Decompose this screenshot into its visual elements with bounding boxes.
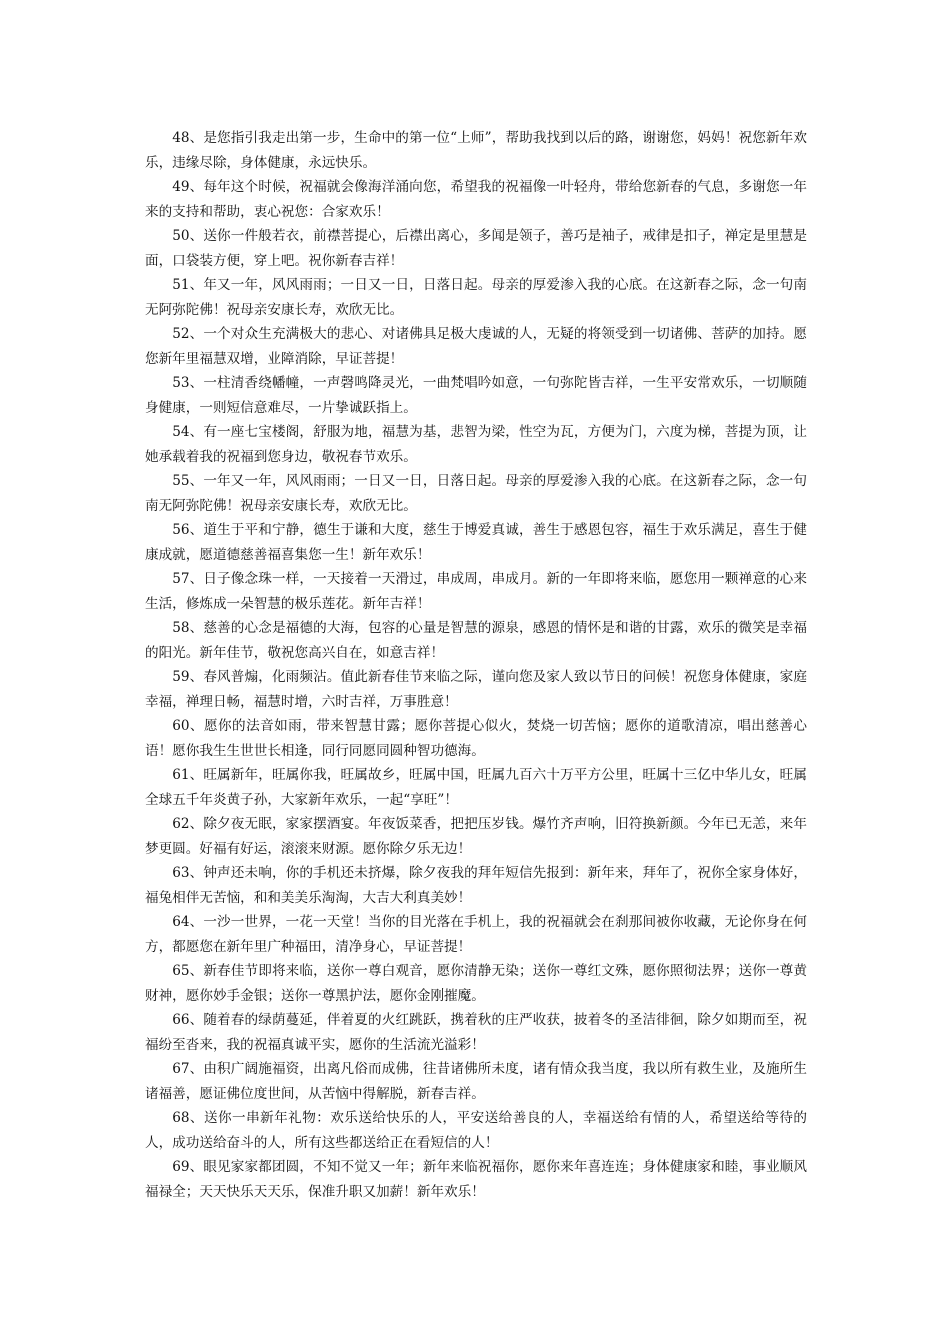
- document-body: [145, 126, 807, 1204]
- paragraph-55: 55、一年又一年，风风雨雨；一日又一日，日落日起。母亲的厚爱渗入我的心底。在这新春之际，念一句南无阿弥陀佛！祝母亲安康长寿，欢欣无比。: [145, 473, 807, 514]
- paragraph-50: 50、送你一件般若衣，前襟菩提心，后襟出离心，多闻是领子，善巧是袖子，戒律是扣子，禅定是里慧是面，口袋装方便，穿上吧。祝你新春吉祥！: [145, 228, 807, 269]
- paragraph-52: 52、一个对众生充满极大的悲心、对诸佛具足极大虔诚的人，无疑的将领受到一切诸佛、菩萨的加持。愿您新年里福慧双增，业障消除，早证菩提！: [145, 326, 807, 367]
- paragraph-62: 62、除夕夜无眠，家家摆酒宴。年夜饭菜香，把把压岁钱。爆竹齐声响，旧符换新颜。今年已无恙，来年梦更圆。好福有好运，滚滚来财源。愿你除夕乐无边！: [145, 816, 807, 857]
- paragraph-69: 69、眼见家家都团圆，不知不觉又一年；新年来临祝福你，愿你来年喜连连；身体健康家和睦，事业顺风福禄全；天天快乐天天乐，保准升职又加薪！新年欢乐！: [145, 1159, 807, 1200]
- paragraph-59: 59、春风普煽，化雨频沾。值此新春佳节来临之际，谨向您及家人致以节日的问候！祝您身体健康，家庭幸福，禅理日畅，福慧时增，六时吉祥，万事胜意！: [145, 669, 807, 710]
- paragraph-60: 60、愿你的法音如雨，带来智慧甘露；愿你菩提心似火，焚烧一切苦恼；愿你的道歌清凉，唱出慈善心语！愿你我生生世世长相逢，同行同愿同圆种智功德海。: [145, 718, 807, 759]
- paragraph-64: 64、一沙一世界，一花一天堂！当你的目光落在手机上，我的祝福就会在刹那间被你收藏，无论你身在何方，都愿您在新年里广种福田，清净身心，早证菩提！: [145, 914, 807, 955]
- paragraph-66: 66、随着春的绿荫蔓延，伴着夏的火红跳跃，携着秋的庄严收获，披着冬的圣洁徘徊，除夕如期而至，祝福纷至沓来，我的祝福真诚平实，愿你的生活流光溢彩！: [145, 1012, 807, 1053]
- paragraph-56: 56、道生于平和宁静，德生于谦和大度，慈生于博爱真诚，善生于感恩包容，福生于欢乐满足，喜生于健康成就，愿道德慈善福喜集您一生！新年欢乐！: [145, 522, 807, 563]
- paragraph-68: 68、送你一串新年礼物：欢乐送给快乐的人，平安送给善良的人，幸福送给有情的人，希望送给等待的人，成功送给奋斗的人，所有这些都送给正在看短信的人！: [145, 1110, 807, 1151]
- paragraph-49: 49、每年这个时候，祝福就会像海洋涌向您，希望我的祝福像一叶轻舟，带给您新春的气息，多谢您一年来的支持和帮助，衷心祝您：合家欢乐！: [145, 179, 807, 220]
- paragraph-61: 61、旺属新年，旺属你我，旺属故乡，旺属中国，旺属九百六十万平方公里，旺属十三亿中华儿女，旺属全球五千年炎黄子孙，大家新年欢乐，一起“享旺”！: [145, 767, 807, 808]
- paragraph-57: 57、日子像念珠一样，一天接着一天滑过，串成周，串成月。新的一年即将来临，愿您用一颗禅意的心来生活，修炼成一朵智慧的极乐莲花。新年吉祥！: [145, 571, 807, 612]
- paragraph-67: 67、由积广阔施福资，出离凡俗而成佛，往昔诸佛所未度，诸有情众我当度，我以所有救生业，及施所生诸福善，愿证佛位度世间，从苦恼中得解脱，新春吉祥。: [145, 1061, 807, 1102]
- paragraph-63: 63、钟声还未响，你的手机还未挤爆，除夕夜我的拜年短信先报到：新年来，拜年了，祝你全家身体好，福兔相伴无苦恼，和和美美乐淘淘，大吉大利真美妙！: [145, 865, 807, 906]
- paragraph-58: 58、慈善的心念是福德的大海，包容的心量是智慧的源泉，感恩的情怀是和谐的甘露，欢乐的微笑是幸福的阳光。新年佳节，敬祝您高兴自在，如意吉祥！: [145, 620, 807, 661]
- paragraph-51: 51、年又一年，风风雨雨；一日又一日，日落日起。母亲的厚爱渗入我的心底。在这新春之际，念一句南无阿弥陀佛！祝母亲安康长寿，欢欣无比。: [145, 277, 807, 318]
- paragraph-48: 48、是您指引我走出第一步，生命中的第一位“上师”，帮助我找到以后的路，谢谢您，妈妈！祝您新年欢乐，违缘尽除，身体健康，永远快乐。: [145, 130, 807, 171]
- paragraph-65: 65、新春佳节即将来临，送你一尊白观音，愿你清静无染；送你一尊红文殊，愿你照彻法界；送你一尊黄财神，愿你妙手金银；送你一尊黑护法，愿你金刚摧魔。: [145, 963, 807, 1004]
- paragraph-53: 53、一柱清香绕幡幢，一声磬鸣降灵光，一曲梵唱吟如意，一句弥陀皆吉祥，一生平安常欢乐，一切顺随身健康，一则短信意难尽，一片挚诚跃指上。: [145, 375, 807, 416]
- paragraph-54: 54、有一座七宝楼阁，舒服为地，福慧为基，悲智为梁，性空为瓦，方便为门，六度为梯，菩提为顶，让她承载着我的祝福到您身边，敬祝春节欢乐。: [145, 424, 807, 465]
